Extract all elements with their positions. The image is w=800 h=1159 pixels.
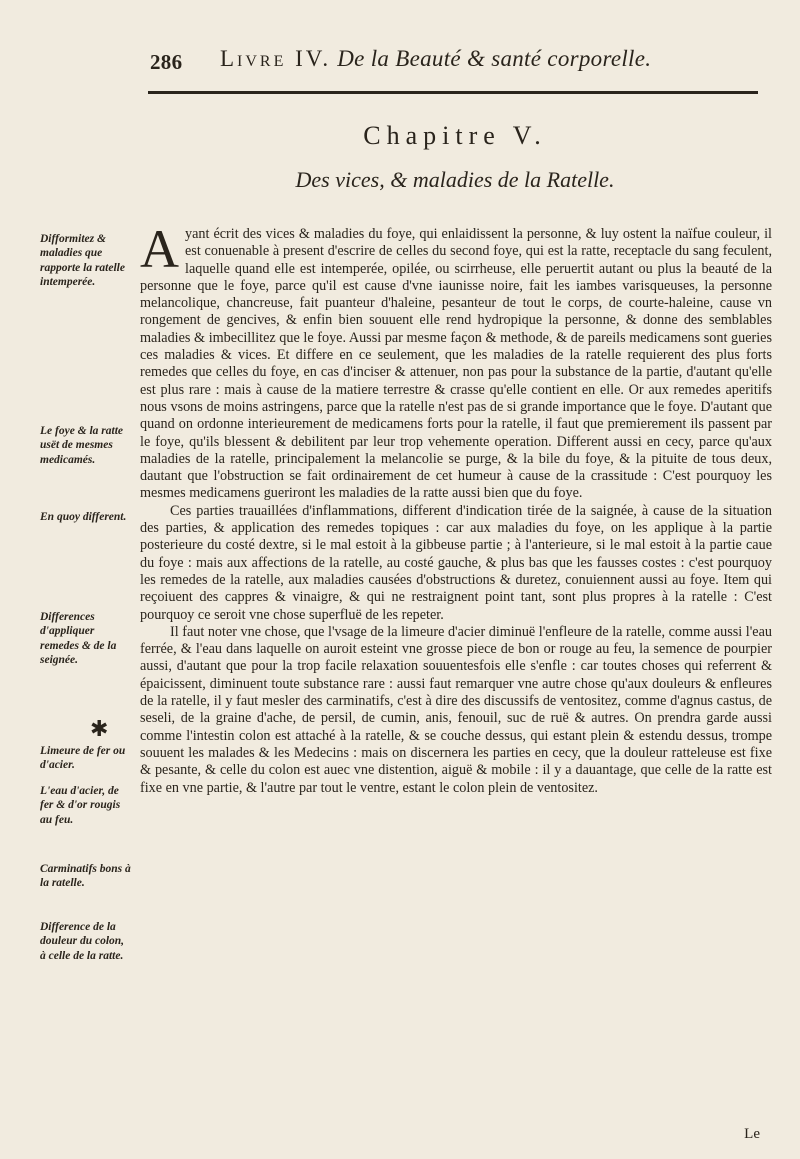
margin-note: En quoy different. [40, 511, 127, 523]
drop-cap: A [140, 219, 179, 279]
paragraph: Ces parties trauaillées d'inflammations, different d'indication tirée de la saignée, à cause de la situation des parties, & application des remedes topiques : car aux maladies du foye, on les applique à la partie posterieure du costé dextre, si le mal estoit à la gibbeuse partie ; à l'anterieure, si le mal estoit à la partie caue du foye : mais aux affections de la ratelle, au costé gauche, & plus bas que les fausses costes : c'est pourquoy les remedes de la ratelle, aux maladies causées d'obstructions & duretez, conuiennent aussi au foye. Item qui reçoiuent des cappres & vinaigre, & qui ne restraignent point tant, sont plus propres à la ratelle : C'est pourquoy ce seroit vne chose superfluë de les repeter. [140, 502, 772, 623]
header-rule [148, 91, 758, 94]
paragraph: Il faut noter vne chose, que l'vsage de la limeure d'acier diminuë l'enfleure de la ratelle, comme aussi l'eau ferrée, & l'eau dans laquelle on auroit esteint vne grosse piece de bon or rouge au feu, la semence de pourpier aussi, d'autant que pour la trop facile relaxation souuentesfois elle s'enfle : car toutes choses qui referrent & épaicissent, diminuent toute substance rare : aussi faut remarquer vne autre chose qu'aux douleurs & enfleures de la ratelle, il y faut mesler des carminatifs, c'est à dire des discussifs de ventositez, comme d'agnus castus, de seseli, de la graine d'ache, de persil, de cumin, anis, fenouil, suc de ruë & autres. On prendra garde aussi comme l'intestin colon est attaché à la ratelle, & se couche dessus, qui estant plein & estendu dessus, trompe souuent les malades & les Medecins : mais on discernera les parties en cecy, que la douleur ratteleuse est fixe & pesante, & celle du colon est auec vne distention, aiguë & mobile : il y a dauantage, que celle de la ratte est fixe en vne partie, & l'autre par tout le ventre, estant le colon plein de ventositez. [140, 623, 772, 796]
chapter-heading: Chapitre V. [363, 121, 547, 150]
main-text [140, 219, 772, 797]
margin-note: Differences d'appliquer remedes & de la seignée. [40, 611, 117, 666]
margin-note: Difference de la douleur du colon, à celle de la ratte. [40, 921, 125, 962]
margin-note: L'eau d'acier, de fer & d'or rougis au feu. [40, 785, 121, 826]
margin-note: Limeure de fer ou d'acier. [40, 745, 126, 772]
page-number: 286 [150, 50, 183, 74]
running-header [150, 42, 760, 82]
asterisk-mark: ✱ [90, 716, 109, 741]
catchword: Le [744, 1126, 760, 1142]
paragraph [140, 219, 772, 503]
running-title-text: De la Beauté & santé corporelle. [337, 46, 652, 71]
margin-note: Carminatifs bons à la ratelle. [40, 863, 131, 890]
running-title [220, 46, 651, 72]
running-title-book: Livre IV. [220, 46, 332, 71]
margin-note: Difformitez & maladies que rapporte la ratelle intemperée. [40, 233, 125, 288]
margin-note: Le foye & la ratte usët de mesmes medicamés. [40, 425, 124, 466]
chapter-subtitle: Des vices, & maladies de la Ratelle. [295, 167, 615, 192]
paragraph-text: yant écrit des vices & maladies du foye, qui enlaidissent la personne, & luy ostent la naïfue couleur, il est conuenable à present d'escrire de celles du second foye, qui est la ratte, receptacle du sang feculent, laquelle quand elle est intemperée, opilée, ou scirrheuse, elle peruertit autant ou plus la beauté de la personne que le foye, parce qu'il est cause d'vne iaunisse noire, fait les iambes varisqueuses, la personne melancolique, chancreuse, fait puanteur d'haleine, pesanteur de tout le corps, de courte-haleine, cause vn rongement de gencives, & enfin bien souuent elle rend hydropique la personne, & donne des semblables maladies & imbecillitez que le foye. Aussi par mesme façon & methode, & de pareils medicamens sont gueries ces maladies & vices. Et differe en ce seulement, que les maladies de la ratelle requierent des plus forts remedes que celles du foye, en cas d'inciser & attenuer, non pas pour la substance de la partie, d'autant qu'elle est plus rare : mais à cause de la matiere terrestre & crasse qu'elle contient en elle. Or aux remedes aperitifs nous vsons de moins astringens, parce que la ratelle n'est pas de si grande importance que le foye. D'autant que quand on ordonne interieurement de medicamens forts pour la ratelle, il faut que premierement ils passent par le foye, qu'ils blessent & debilitent par leur trop vehemente operation. Different aussi en cecy, parce qu'aux maladies de la ratelle, principalement la melancolie se purge, & la bile du foye, & la pituite de tous deux, dautant que l'obstruction se fait ordinairement de cet humeur à cause de la crassitude : C'est pourquoy les mesmes medicamens gueriront les maladies de la ratte aussi bien que du foye. [140, 226, 772, 502]
